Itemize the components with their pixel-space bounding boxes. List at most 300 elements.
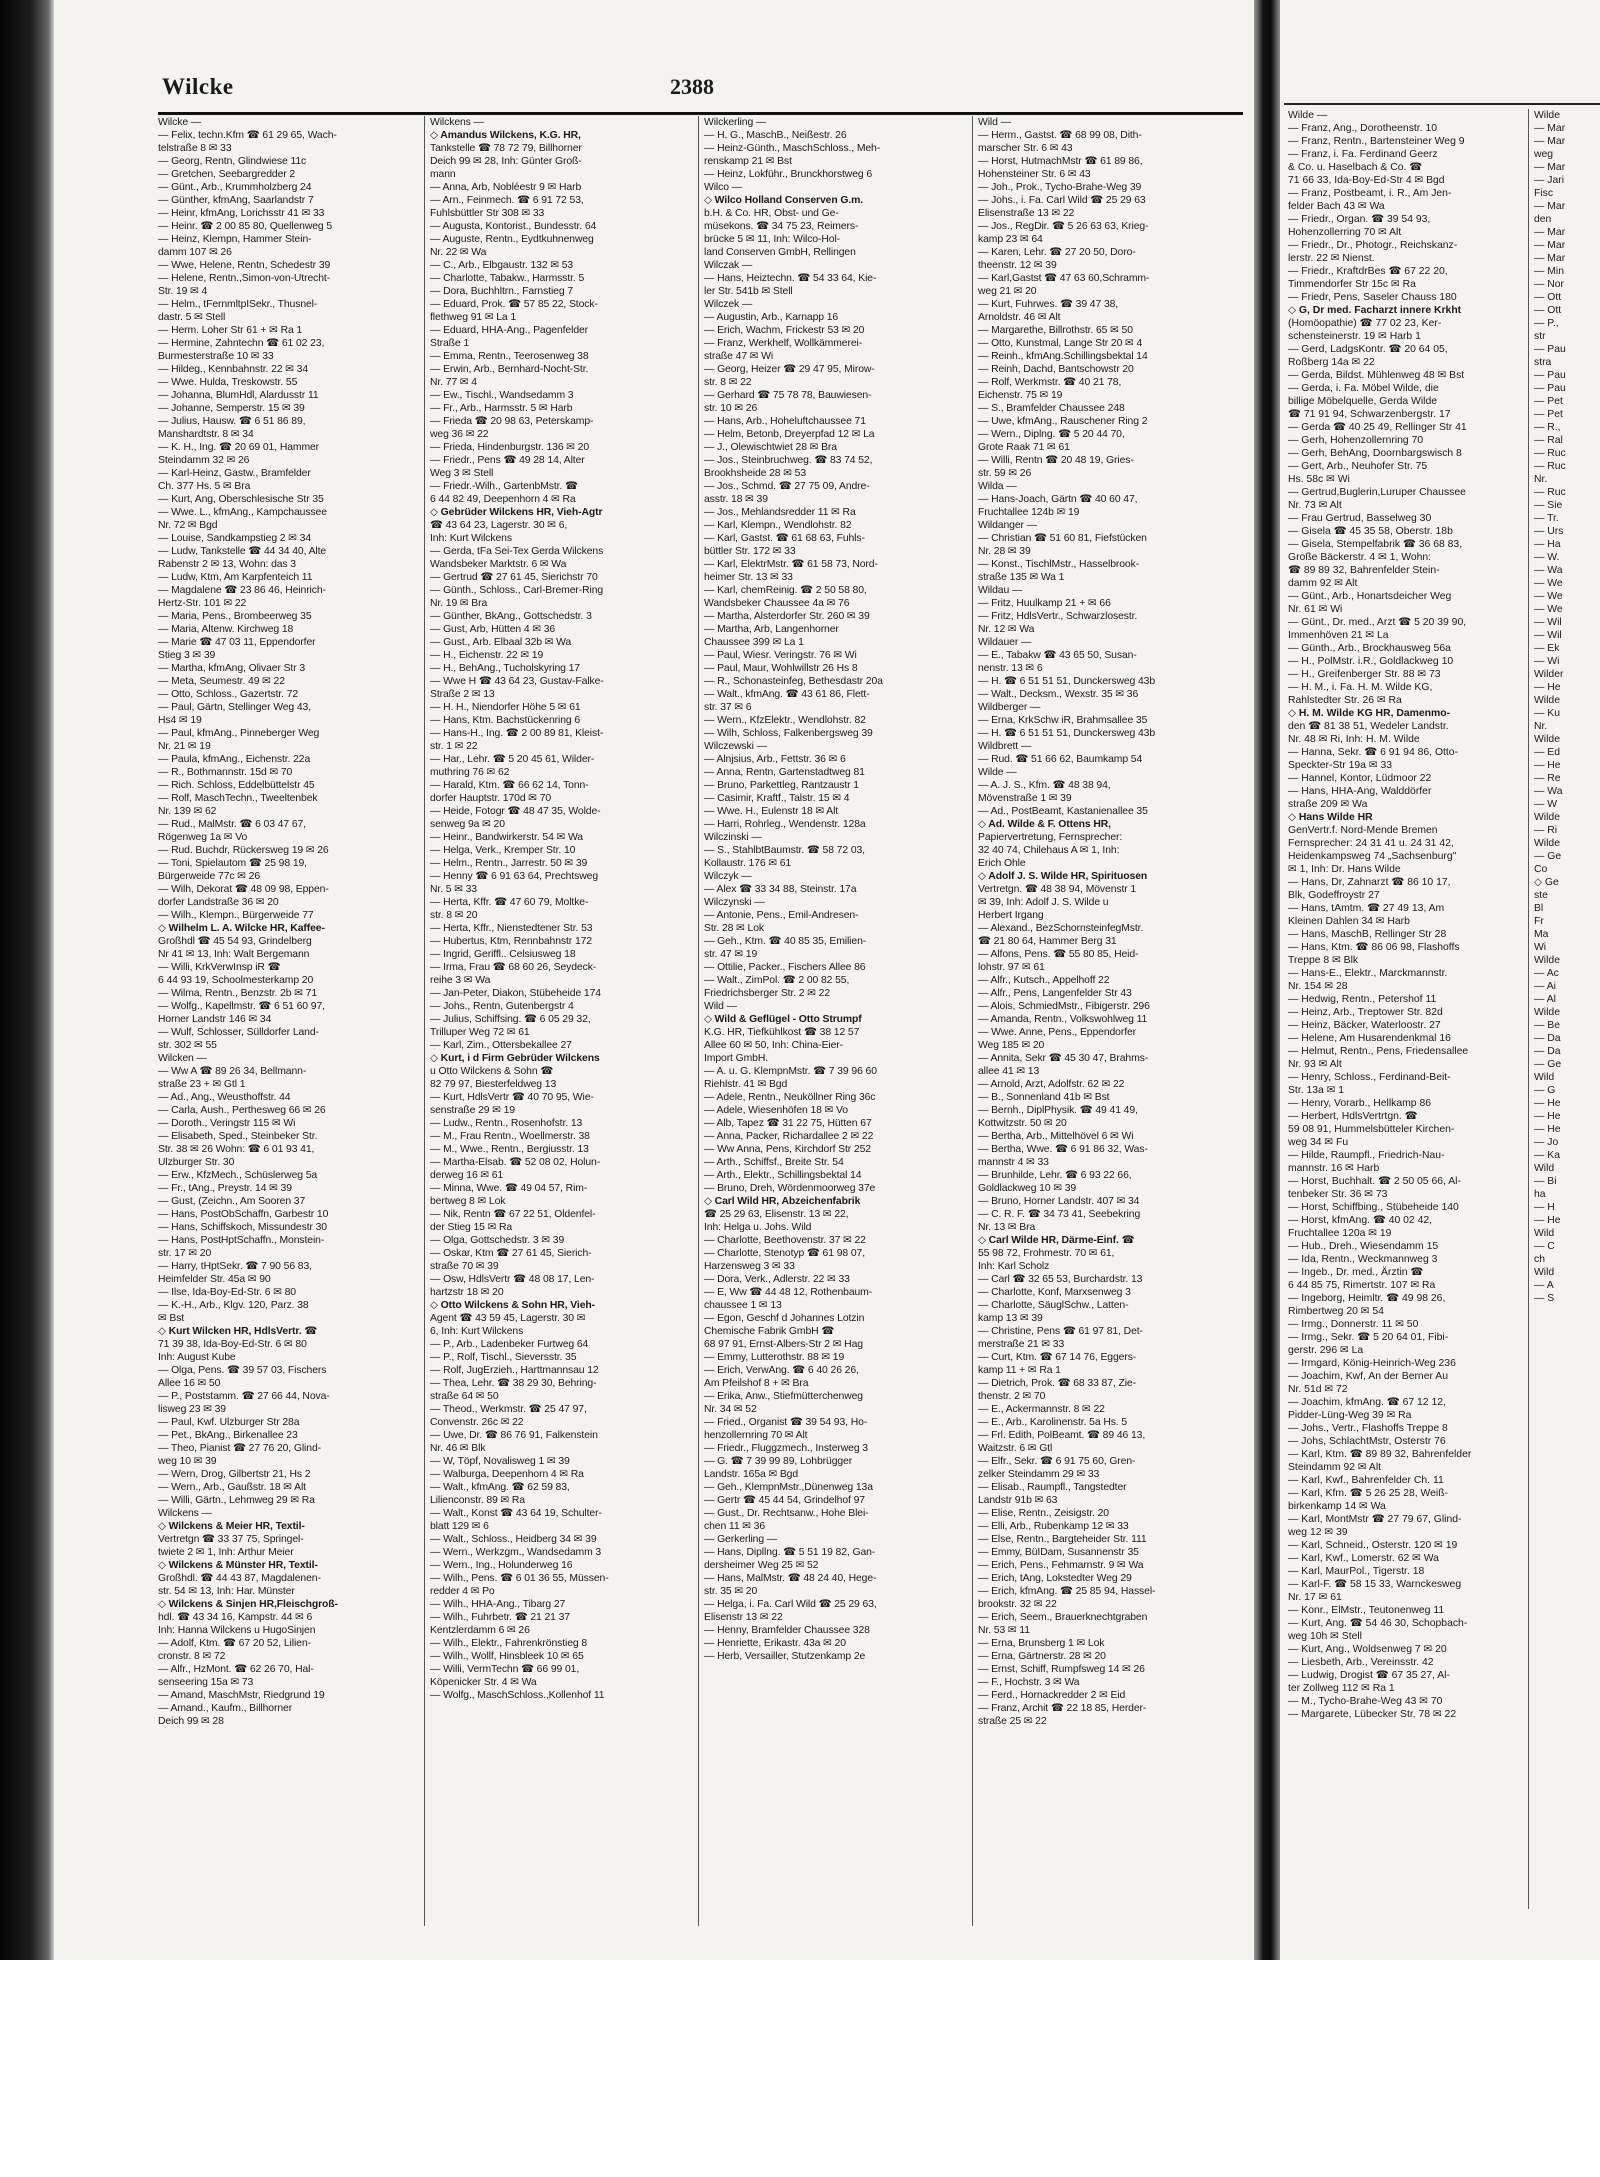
directory-entry-line: — M., Wwe., Rentn., Bergiusstr. 13 [430,1144,589,1155]
directory-entry-line: Inh: Hanna Wilckens u HugoSinjen [158,1625,316,1636]
directory-entry-line: zelker Steindamm 29 ✉ 33 [978,1469,1100,1480]
directory-entry-line: Str. 19 ✉ 4 [158,286,208,297]
directory-entry-line: Rabenstr 2 ✉ 13, Wohn: das 3 [158,559,296,570]
directory-entry-line: — Karl, Gastst. ☎ 61 68 63, Fuhls- [704,533,865,544]
directory-entry-line: Nr. 77 ✉ 4 [430,377,477,388]
directory-entry-line: Heimfelder Str. 45a ✉ 90 [158,1274,271,1285]
directory-entry-line: — Heinr. ☎ 2 00 85 80, Quellenweg 5 [158,221,333,232]
directory-entry-line: — E., Tabakw ☎ 43 65 50, Susan- [978,650,1137,661]
directory-entry-line: — Hildeg., Kennbahnstr. 22 ✉ 34 [158,364,309,375]
directory-entry-line: — H [1534,1202,1555,1213]
directory-entry-line: Wilder [1534,669,1564,680]
directory-entry-line: — Willi, Rentn ☎ 20 48 19, Gries- [978,455,1134,466]
directory-entry-line: — Kurt, HdlsVertr ☎ 40 70 95, Wie- [430,1092,594,1103]
directory-entry-line: — P., Poststamm. ☎ 27 66 44, Nova- [158,1391,330,1402]
directory-entry-line: str. 8 ✉ 20 [430,910,478,921]
directory-entry-line: — R., Bothmannstr. 15d ✉ 70 [158,767,293,778]
directory-entry-line: — Mar [1534,123,1566,134]
directory-entry-line: — Julius, Schiffsing. ☎ 6 05 29 32, [430,1014,591,1025]
directory-entry-line: str. 37 ✉ 6 [704,702,752,713]
directory-entry-line: — Eduard, Prok. ☎ 57 85 22, Stock- [430,299,598,310]
directory-entry-line: Großhdl. ☎ 44 43 87, Magdalenen- [158,1573,321,1584]
directory-entry-line: — Henriette, Erikastr. 43a ✉ 20 [704,1638,846,1649]
directory-entry-line: — Friedr.-Wilh., GartenbMstr. ☎ [430,481,578,492]
directory-entry-line: Nr 41 ✉ 13, Inh: Walt Bergemann [158,949,310,960]
page-number: 2388 [670,74,714,99]
directory-entry-line: — Pet [1534,409,1563,420]
directory-entry-line: — Günt., Arb., Honartsdeicher Weg [1288,591,1452,602]
directory-entry-line: — Karl, Kfm. ☎ 5 26 25 28, Weiß- [1288,1488,1449,1499]
directory-entry-line: — Frau Gertrud, Basselweg 30 [1288,513,1432,524]
directory-entry-line: Tankstelle ☎ 78 72 79, Billhorner [430,143,582,154]
directory-entry-line: — Franz, Archit ☎ 22 18 85, Herder- [978,1703,1147,1714]
directory-entry-line: — Else, Rentn., Bargteheider Str. 111 [978,1534,1147,1545]
directory-entry-line: — Elise, Rentn., Zeisigstr. 20 [978,1508,1109,1519]
directory-entry-line: — Emmy, Lutterothstr. 88 ✉ 19 [704,1352,845,1363]
directory-entry-line: telstraße 8 ✉ 33 [158,143,232,154]
directory-entry-line: — B., Sonnenland 41b ✉ Bst [978,1092,1110,1103]
directory-entry-line: — Franz, i. Fa. Ferdinand Geerz [1288,149,1438,160]
directory-entry-line: Elisenstraße 13 ✉ 22 [978,208,1075,219]
directory-entry-line: — Arn., Feinmech. ☎ 6 91 72 53, [430,195,584,206]
directory-entry-line: — Henny ☎ 6 91 63 64, Prechtsweg [430,871,599,882]
directory-entry-line: ◇ Amandus Wilckens, K.G. HR, [430,130,581,141]
directory-entry-line: cronstr. 8 ✉ 72 [158,1651,226,1662]
directory-entry-line: — He [1534,1098,1561,1109]
directory-entry-line: Weg 3 ✉ Stell [430,468,494,479]
directory-entry-line: — Herbert, HdlsVertrtgn. ☎ [1288,1111,1418,1122]
directory-entry-line: — Helga, Verk., Kremper Str. 10 [430,845,576,856]
directory-entry-line: — Irmgard, König-Heinrich-Weg 236 [1288,1358,1456,1369]
directory-entry-line: Nr. [1534,474,1548,485]
column-divider [698,116,699,1926]
directory-entry-line: mannstr 4 ✉ 33 [978,1157,1049,1168]
directory-entry-line: Vertretgn ☎ 33 37 75, Springel- [158,1534,304,1545]
directory-entry-line: — Pau [1534,344,1566,355]
directory-entry-line: — H. G., MaschB., Neißestr. 26 [704,130,847,141]
directory-entry-line: — Karl, Kwf., Lomerstr. 62 ✉ Wa [1288,1553,1439,1564]
directory-entry-line: — Fritz, HdlsVertr., Schwarzlosestr. [978,611,1138,622]
directory-entry-line: 71 39 38, Ida-Boy-Ed-Str. 6 ✉ 80 [158,1339,307,1350]
directory-entry-line: straße 23 + ✉ Gtl 1 [158,1079,246,1090]
directory-entry-line: Immenhöven 21 ✉ La [1288,630,1389,641]
directory-entry-line: — Paula, kfmAng., Eichenstr. 22a [158,754,311,765]
directory-entry-line: Nr. 22 ✉ Wa [430,247,487,258]
directory-entry-line: — Erich, tAng, Lokstedter Weg 29 [978,1573,1132,1584]
directory-entry-line: u Otto Wilckens & Sohn ☎ [430,1066,554,1077]
directory-entry-line: — Alfr., Kutsch., Appelhoff 22 [978,975,1110,986]
directory-entry-line: Str. 13a ✉ 1 [1288,1085,1345,1096]
directory-entry-line: ◇ Otto Wilckens & Sohn HR, Vieh- [430,1300,595,1311]
directory-entry-line: — Gerhard ☎ 75 78 78, Bauwiesen- [704,390,872,401]
directory-entry-line: Nr. 72 ✉ Bgd [158,520,218,531]
directory-entry-line: Rögenweg 1a ✉ Vo [158,832,248,843]
directory-entry-line: — Curt, Ktm. ☎ 67 14 76, Eggers- [978,1352,1137,1363]
directory-entry-line: — Hans-Joach, Gärtn ☎ 40 60 47, [978,494,1138,505]
right-directory-column [1288,109,1518,1939]
directory-entry-line: — M., Frau Rentn., Woellmerstr. 38 [430,1131,590,1142]
directory-entry-line: Wilczyk — [704,871,752,882]
directory-entry-line: Wild [1534,1267,1555,1278]
directory-entry-line: — Sie [1534,500,1563,511]
directory-entry-line: — Wilh., HHA-Ang., Tibarg 27 [430,1599,566,1610]
directory-entry-line: — Mar [1534,240,1566,251]
directory-entry-line: Inh: Karl Scholz [978,1261,1050,1272]
directory-entry-line: — Ingrid, Geriffl.. Celsiusweg 18 [430,949,576,960]
directory-entry-line: ◇ Ge [1534,877,1559,888]
directory-entry-line: ◇ Gebrüder Wilckens HR, Vieh-Agtr [430,507,603,518]
directory-entry-line: — Bertha, Arb., Mittelhövel 6 ✉ Wi [978,1131,1134,1142]
directory-entry-line: — Thea, Lehr. ☎ 38 29 30, Behring- [430,1378,597,1389]
directory-entry-line: — Paul, Maur, Wohlwillstr 26 Hs 8 [704,663,858,674]
directory-entry-line: Speckter-Str 19a ✉ 33 [1288,760,1393,771]
directory-entry-line: weg 12 ✉ 39 [1288,1527,1348,1538]
directory-entry-line: — Harri, Rohrleg., Wendenstr. 128a [704,819,866,830]
directory-entry-line: — Rud. ☎ 51 66 62, Baumkamp 54 [978,754,1143,765]
directory-entry-line: Wilckens — [158,1508,212,1519]
directory-entry-line: — E., Arb., Karolinenstr. 5a Hs. 5 [978,1417,1128,1428]
directory-entry-line: Bürgerweide 77c ✉ 26 [158,871,261,882]
directory-entry-line: — Hans, PostObSchaffn, Garbestr 10 [158,1209,329,1220]
directory-entry-line: Kleinen Dahlen 34 ✉ Harb [1288,916,1410,927]
directory-entry-line: Riehlstr. 41 ✉ Bgd [704,1079,788,1090]
directory-entry-line: — Alexand., BezSchornsteinfegMstr. [978,923,1144,934]
directory-entry-line: derweg 16 ✉ 61 [430,1170,504,1181]
directory-column-3 [704,116,962,1946]
directory-entry-line: straße 64 ✉ 50 [430,1391,499,1402]
directory-entry-line: ✉ Bst [158,1313,185,1324]
directory-entry-line: Fruchtallee 120a ✉ 19 [1288,1228,1392,1239]
directory-entry-line: ☎ 21 80 64, Hammer Berg 31 [978,936,1117,947]
directory-entry-line: — Charlotte, Beethovenstr. 37 ✉ 22 [704,1235,866,1246]
directory-entry-line: — Kurt, Ang. ☎ 54 46 30, Schopbach- [1288,1618,1468,1629]
directory-entry-line: — He [1534,1215,1561,1226]
directory-entry-line: — Charlotte, Konf, Marxsenweg 3 [978,1287,1131,1298]
directory-entry-line: — Amand., Kaufm., Billhorner [158,1703,293,1714]
directory-entry-line: twiete 2 ✉ 1, Inh: Arthur Meier [158,1547,294,1558]
directory-entry-line: Wilczynski — [704,897,765,908]
directory-entry-line: — Emma, Rentn., Teerosenweg 38 [430,351,589,362]
directory-entry-line: — Pau [1534,370,1566,381]
left-scan-edge [0,0,54,1960]
directory-entry-line: — Martha, Alsterdorfer Str. 260 ✉ 39 [704,611,870,622]
directory-entry-line: — Wern., Ing., Holunderweg 16 [430,1560,573,1571]
directory-entry-line: — Willi, VermTechn ☎ 66 99 01, [430,1664,580,1675]
directory-entry-line: — Irmg., Donnerstr. 11 ✉ 50 [1288,1319,1419,1330]
directory-entry-line: — Gust., Dr. Rechtsanw., Hohe Blei- [704,1508,869,1519]
directory-entry-line: — Jari [1534,175,1565,186]
directory-entry-line: Trilluper Weg 72 ✉ 61 [430,1027,530,1038]
directory-entry-line: — Meta, Seumestr. 49 ✉ 22 [158,676,285,687]
directory-entry-line: — Helm., Rentn., Jarrestr. 50 ✉ 39 [430,858,588,869]
directory-entry-line: — Günth., Schloss., Carl-Bremer-Ring [430,585,604,596]
directory-entry-line: & Co. u. Haselbach & Co. ☎ [1288,162,1423,173]
directory-entry-line: — Augustin, Arb., Karnapp 16 [704,312,839,323]
directory-entry-line: straße 135 ✉ Wa 1 [978,572,1065,583]
directory-entry-line: — Herta, Kffr., Nienstedtener Str. 53 [430,923,593,934]
directory-entry-line: — Reinh, Dachd, Bantschowstr 20 [978,364,1134,375]
directory-entry-line: — Charlotte, SäuglSchw., Latten- [978,1300,1129,1311]
directory-entry-line: Kollaustr. 176 ✉ 61 [704,858,792,869]
directory-entry-line: — Günther, BkAng., Gottschedstr. 3 [430,611,592,622]
directory-entry-line: — Herm. Loher Str 61 + ✉ Ra 1 [158,325,303,336]
directory-entry-line: — Rud. Buchdr, Rückersweg 19 ✉ 26 [158,845,329,856]
directory-entry-line: — C., Arb., Elbgaustr. 132 ✉ 53 [430,260,574,271]
directory-entry-line: Lilienconstr. 89 ✉ Ra [430,1495,525,1506]
directory-entry-line: — Karl, Klempn., Wendlohstr. 82 [704,520,852,531]
directory-entry-line: — Ek [1534,643,1560,654]
directory-entry-line: — Wilh, Schloss, Falkenbergsweg 39 [704,728,873,739]
directory-entry-line: birkenkamp 14 ✉ Wa [1288,1501,1386,1512]
directory-entry-line: Inh: Kurt Wilckens [430,533,512,544]
directory-entry-line: Wilcke — [158,117,202,128]
directory-entry-line: — Irma, Frau ☎ 68 60 26, Seydeck- [430,962,597,973]
directory-entry-line: — Ruc [1534,448,1566,459]
directory-entry-line: weg [1534,149,1554,160]
directory-entry-line: — Hub., Dreh., Wiesendamm 15 [1288,1241,1439,1252]
directory-entry-line: Große Bäckerstr. 4 ✉ 1, Wohn: [1288,552,1432,563]
directory-entry-line: Papiervertretung, Fernsprecher: [978,832,1123,843]
directory-entry-line: weg 10h ✉ Stell [1288,1631,1362,1642]
directory-entry-line: — Ge [1534,851,1562,862]
directory-entry-line: henzollernring 70 ✉ Alt [704,1430,808,1441]
directory-entry-line: Inh: August Kube [158,1352,236,1363]
directory-entry-line: — M., Tycho-Brahe-Weg 43 ✉ 70 [1288,1696,1443,1707]
directory-entry-line: Eichenstr. 75 ✉ 19 [978,390,1063,401]
directory-entry-line: — Hans, Schiffskoch, Missundestr 30 [158,1222,327,1233]
directory-entry-line: büttler Str. 172 ✉ 33 [704,546,796,557]
directory-column-1 [158,116,416,1946]
directory-entry-line: 82 79 97, Biesterfeldweg 13 [430,1079,557,1090]
directory-entry-line: Fr [1534,916,1544,927]
directory-entry-line: — C [1534,1241,1555,1252]
directory-entry-line: — G [1534,1085,1556,1096]
directory-entry-line: — Walt., Decksm., Wexstr. 35 ✉ 36 [978,689,1139,700]
directory-entry-line: Roßberg 14a ✉ 22 [1288,357,1375,368]
directory-entry-line: Wilde [1534,734,1560,745]
directory-entry-line: ste [1534,890,1548,901]
directory-entry-line: str. 59 ✉ 26 [978,468,1032,479]
directory-entry-line: — Be [1534,1020,1560,1031]
directory-entry-line: — We [1534,591,1563,602]
directory-entry-line: — Heinr, kfmAng, Lorichsstr 41 ✉ 33 [158,208,325,219]
directory-entry-line: — Elli, Arb., Rubenkamp 12 ✉ 33 [978,1521,1129,1532]
directory-entry-line: — E., Ackermannstr. 8 ✉ 22 [978,1404,1105,1415]
directory-entry-line: Wild — [978,117,1011,128]
directory-entry-line: flethweg 91 ✉ La 1 [430,312,517,323]
directory-entry-line: ◇ Wilco Holland Conserven G.m. [704,195,864,206]
directory-entry-line: — Gerda ☎ 40 25 49, Rellinger Str 41 [1288,422,1467,433]
directory-entry-line: — Ku [1534,708,1560,719]
header-rule [158,112,1243,115]
directory-entry-line: — Friedr., Dr., Photogr., Reichskanz- [1288,240,1458,251]
directory-entry-line: Steindamm 92 ✉ Alt [1288,1462,1382,1473]
directory-entry-line: — Theod., Werkmstr. ☎ 25 47 97, [430,1404,587,1415]
directory-entry-line: — Paul, Wiesr. Veringstr. 76 ✉ Wi [704,650,857,661]
directory-entry-line: — A [1534,1280,1554,1291]
directory-entry-line: Pidder-Lüng-Weg 39 ✉ Ra [1288,1410,1412,1421]
directory-entry-line: — Hans, MaschB, Rellinger Str 28 [1288,929,1447,940]
directory-entry-line: — F., Hochstr. 3 ✉ Wa [978,1677,1080,1688]
directory-entry-line: — Rich. Schloss, Eddelbüttelstr 45 [158,780,315,791]
directory-entry-line: — Eduard, HHA-Ang., Pagenfelder [430,325,589,336]
directory-entry-line: — Hans, Heiztechn. ☎ 54 33 64, Kie- [704,273,877,284]
directory-entry-line: Grote Raak 71 ✉ 61 [978,442,1070,453]
directory-entry-line: mannstr. 16 ✉ Harb [1288,1163,1380,1174]
directory-entry-line: — Ed [1534,747,1560,758]
directory-entry-line: Brookhsheide 28 ✉ 53 [704,468,807,479]
directory-entry-line: ✉ 39, Inh: Adolf J. S. Wilde u [978,897,1109,908]
directory-entry-line: — Hans, PostHptSchaffn., Monstein- [158,1235,325,1246]
directory-entry-line: — Mar [1534,227,1566,238]
column-divider [972,116,973,1926]
directory-entry-line: — Uwe, Dr. ☎ 86 76 91, Falkenstein [430,1430,598,1441]
directory-entry-line: — E, Ww ☎ 44 48 12, Rothenbaum- [704,1287,873,1298]
directory-entry-line: Bl [1534,903,1544,914]
directory-entry-line: — Willi, KrkVerwInsp iR ☎ [158,962,281,973]
directory-entry-line: — Annita, Sekr ☎ 45 30 47, Brahms- [978,1053,1149,1064]
directory-entry-line: — Jos., Schmd. ☎ 27 75 09, Andre- [704,481,870,492]
directory-entry-line: — Hans, HHA-Ang, Walddörfer [1288,786,1432,797]
directory-entry-line: — J., Olewischtwiet 28 ✉ Bra [704,442,837,453]
directory-entry-line: — A. J. S., Kfm. ☎ 48 38 94, [978,780,1111,791]
directory-entry-line: Ma [1534,929,1549,940]
directory-entry-line: Deich 99 ✉ 28 [158,1716,224,1727]
directory-entry-line: — Kurt, Ang, Oberschlesische Str 35 [158,494,324,505]
directory-entry-line: Co [1534,864,1548,875]
directory-entry-line: ler Str. 541b ✉ Stell [704,286,793,297]
directory-entry-line: Steindamm 32 ✉ 26 [158,455,250,466]
directory-entry-line: — Gertrud,Buglerin,Luruper Chaussee [1288,487,1466,498]
directory-entry-line: — Jos., RegDir. ☎ 5 26 63 63, Krieg- [978,221,1149,232]
directory-entry-line: — Theo, Pianist ☎ 27 76 20, Glind- [158,1443,321,1454]
directory-entry-line: Blk, Godeffroystr 27 [1288,890,1380,901]
directory-entry-line: — Karl, MaurPol., Tigerstr. 18 [1288,1566,1425,1577]
directory-entry-line: — Wolfg., Kapellmstr. ☎ 6 51 60 97, [158,1001,325,1012]
directory-entry-line: — Wi [1534,656,1560,667]
directory-entry-line: — Walt., Schloss., Heidberg 34 ✉ 39 [430,1534,597,1545]
directory-entry-line: 6 44 85 75, Rimertstr. 107 ✉ Ra [1288,1280,1436,1291]
directory-entry-line: — Herta, Kffr. ☎ 47 60 79, Moltke- [430,897,589,908]
directory-entry-line: Hertz-Str. 101 ✉ 22 [158,598,247,609]
directory-entry-line: 6, Inh: Kurt Wilckens [430,1326,524,1337]
directory-entry-line: K.G. HR, Tiefkühlkost ☎ 38 12 57 [704,1027,860,1038]
directory-entry-line: Wilde [1534,812,1560,823]
directory-entry-line: dorfer Landstraße 36 ✉ 20 [158,897,279,908]
directory-entry-line: Wilde [1534,1007,1560,1018]
directory-entry-line: — Alfr., Pens, Langenfelder Str 43 [978,988,1132,999]
directory-entry-line: Manshardtstr. 8 ✉ 34 [158,429,254,440]
directory-entry-line: — Christian ☎ 51 60 81, Fiefstücken [978,533,1147,544]
directory-entry-line: nenstr. 13 ✉ 6 [978,663,1043,674]
directory-entry-line: — Kurt, Ang., Woldsenweg 7 ✉ 20 [1288,1644,1447,1655]
directory-entry-line: — Oskar, Ktm ☎ 27 61 45, Sierich- [430,1248,592,1259]
directory-entry-line: — Geh., Ktm. ☎ 40 85 35, Emilien- [704,936,867,947]
directory-columns [158,116,1250,1946]
directory-entry-line: — Louise, Sandkampstieg 2 ✉ 34 [158,533,311,544]
directory-entry-line: — Frl. Edith, PolBeamt. ☎ 89 46 13, [978,1430,1146,1441]
directory-entry-line: Nr. 154 ✉ 28 [1288,981,1348,992]
directory-entry-line: ◇ Kurt Wilcken HR, HdlsVertr. ☎ [158,1326,318,1337]
directory-entry-line: — Jos., Steinbruchweg. ☎ 83 74 52, [704,455,873,466]
directory-entry-line: Nr. 51d ✉ 72 [1288,1384,1348,1395]
directory-entry-line: Str. 38 ✉ 26 Wohn: ☎ 6 01 93 41, [158,1144,315,1155]
directory-entry-line: — Henry, Schloss., Ferdinand-Beit- [1288,1072,1451,1083]
directory-entry-line: — Hans, MalMstr. ☎ 48 24 40, Hege- [704,1573,877,1584]
directory-entry-line: — Maria, Pens., Brombeerweg 35 [158,611,312,622]
directory-entry-line: — Horst, Buchhalt. ☎ 2 50 05 66, Al- [1288,1176,1461,1187]
directory-entry-line: — Ew., Tischl., Wandsedamm 3 [430,390,574,401]
directory-entry-line: — Gisela ☎ 45 35 58, Oberstr. 18b [1288,526,1453,537]
directory-entry-line: — Rolf, Werkmstr. ☎ 40 21 78, [978,377,1122,388]
directory-entry-line: — Ludw, Ktm, Am Karpfenteich 11 [158,572,313,583]
directory-entry-line: — Bruno, Parkettleg, Rantzaustr 1 [704,780,859,791]
directory-entry-line: Ch. 377 Hs. 5 ✉ Bra [158,481,251,492]
directory-entry-line: — Walburga, Deepenhorn 4 ✉ Ra [430,1469,584,1480]
directory-entry-line: str. 54 ✉ 13, Inh: Har. Münster [158,1586,295,1597]
directory-entry-line: — Ferd., Hornackredder 2 ✉ Eid [978,1690,1126,1701]
directory-entry-line: Rimbertweg 20 ✉ 54 [1288,1306,1384,1317]
directory-entry-line: — Mar [1534,253,1566,264]
directory-entry-line: 55 98 72, Frohmestr. 70 ✉ 61, [978,1248,1115,1259]
directory-entry-line: marscher Str. 6 ✉ 43 [978,143,1073,154]
directory-entry-line: — Friedr., Organ. ☎ 39 54 93, [1288,214,1431,225]
directory-entry-line: ◇ Hans Wilde HR [1288,812,1373,823]
directory-entry-line: — Horst, kfmAng. ☎ 40 02 42, [1288,1215,1433,1226]
directory-entry-line: — Wilh., Pens. ☎ 6 01 36 55, Müssen- [430,1573,609,1584]
directory-entry-line: Wilde [1534,110,1560,121]
directory-entry-line: — Gerd, LadgsKontr. ☎ 20 64 05, [1288,344,1448,355]
directory-entry-line: — Hans, Ktm. ☎ 86 06 98, Flashoffs [1288,942,1460,953]
directory-entry-line: Elisenstr 13 ✉ 22 [704,1612,783,1623]
directory-entry-line: straße 209 ✉ Wa [1288,799,1368,810]
directory-entry-line: Wilde [1534,955,1560,966]
directory-entry-line: ◇ Wilckens & Sinjen HR,Fleischgroß- [158,1599,338,1610]
directory-entry-line: — Jan-Peter, Diakon, Stübeheide 174 [430,988,601,999]
directory-entry-line: — K.-H., Arb., Klgv. 120, Parz. 38 [158,1300,309,1311]
directory-entry-line: — Johs, SchlachtMstr, Osterstr 76 [1288,1436,1446,1447]
directory-entry-line: chen 11 ✉ 36 [704,1521,766,1532]
directory-entry-line: — Gerkerling — [704,1534,778,1545]
directory-entry-line: — Ww Anna, Pens, Kirchdorf Str 252 [704,1144,871,1155]
directory-entry-line: — Minna, Wwe. ☎ 49 04 57, Rim- [430,1183,588,1194]
directory-entry-line: — Brunhilde, Lehr. ☎ 6 93 22 66, [978,1170,1132,1181]
directory-entry-line: Mövenstraße 1 ✉ 39 [978,793,1072,804]
directory-entry-line: Nr. 12 ✉ Wa [978,624,1035,635]
directory-entry-line: — Wern., Diplng. ☎ 5 20 44 70, [978,429,1125,440]
right-page [1284,95,1600,1945]
directory-entry-line: lerstr. 22 ✉ Nienst. [1288,253,1375,264]
directory-entry-line: — Konst., TischlMstr., Hasselbrook- [978,559,1140,570]
directory-entry-line: — Alnjsius, Arb., Fettstr. 36 ✉ 6 [704,754,846,765]
directory-entry-line: — Auguste, Rentn., Eydtkuhnenweg [430,234,594,245]
directory-entry-line: Deich 99 ✉ 28, Inh: Günter Groß- [430,156,582,167]
directory-entry-line: — Heinr., Bandwirkerstr. 54 ✉ Wa [430,832,583,843]
directory-entry-line: — H. ☎ 6 51 51 51, Dunckersweg 43b [978,728,1156,739]
directory-entry-line: — Johs., Rentn, Gutenbergstr 4 [430,1001,574,1012]
directory-entry-line: land Conserven GmbH, Rellingen [704,247,856,258]
directory-entry-line: — Ad., Ang., Weusthoffstr. 44 [158,1092,291,1103]
directory-entry-line: Arnoldstr. 46 ✉ Alt [978,312,1061,323]
directory-entry-line: — Joh., Prok., Tycho-Brahe-Weg 39 [978,182,1142,193]
directory-entry-line: — Paul, Gärtn, Stellinger Weg 43, [158,702,312,713]
directory-entry-line: — We [1534,604,1563,615]
directory-entry-line: — Joachim, Kwf, An der Berner Au [1288,1371,1448,1382]
directory-entry-line: — Olga, Pens. ☎ 39 57 03, Fischers [158,1365,327,1376]
directory-entry-line: — Erna, Brunsberg 1 ✉ Lok [978,1638,1105,1649]
directory-entry-line: — Franz, Postbeamt, i. R., Am Jen- [1288,188,1452,199]
directory-entry-line: Wild [1534,1163,1555,1174]
